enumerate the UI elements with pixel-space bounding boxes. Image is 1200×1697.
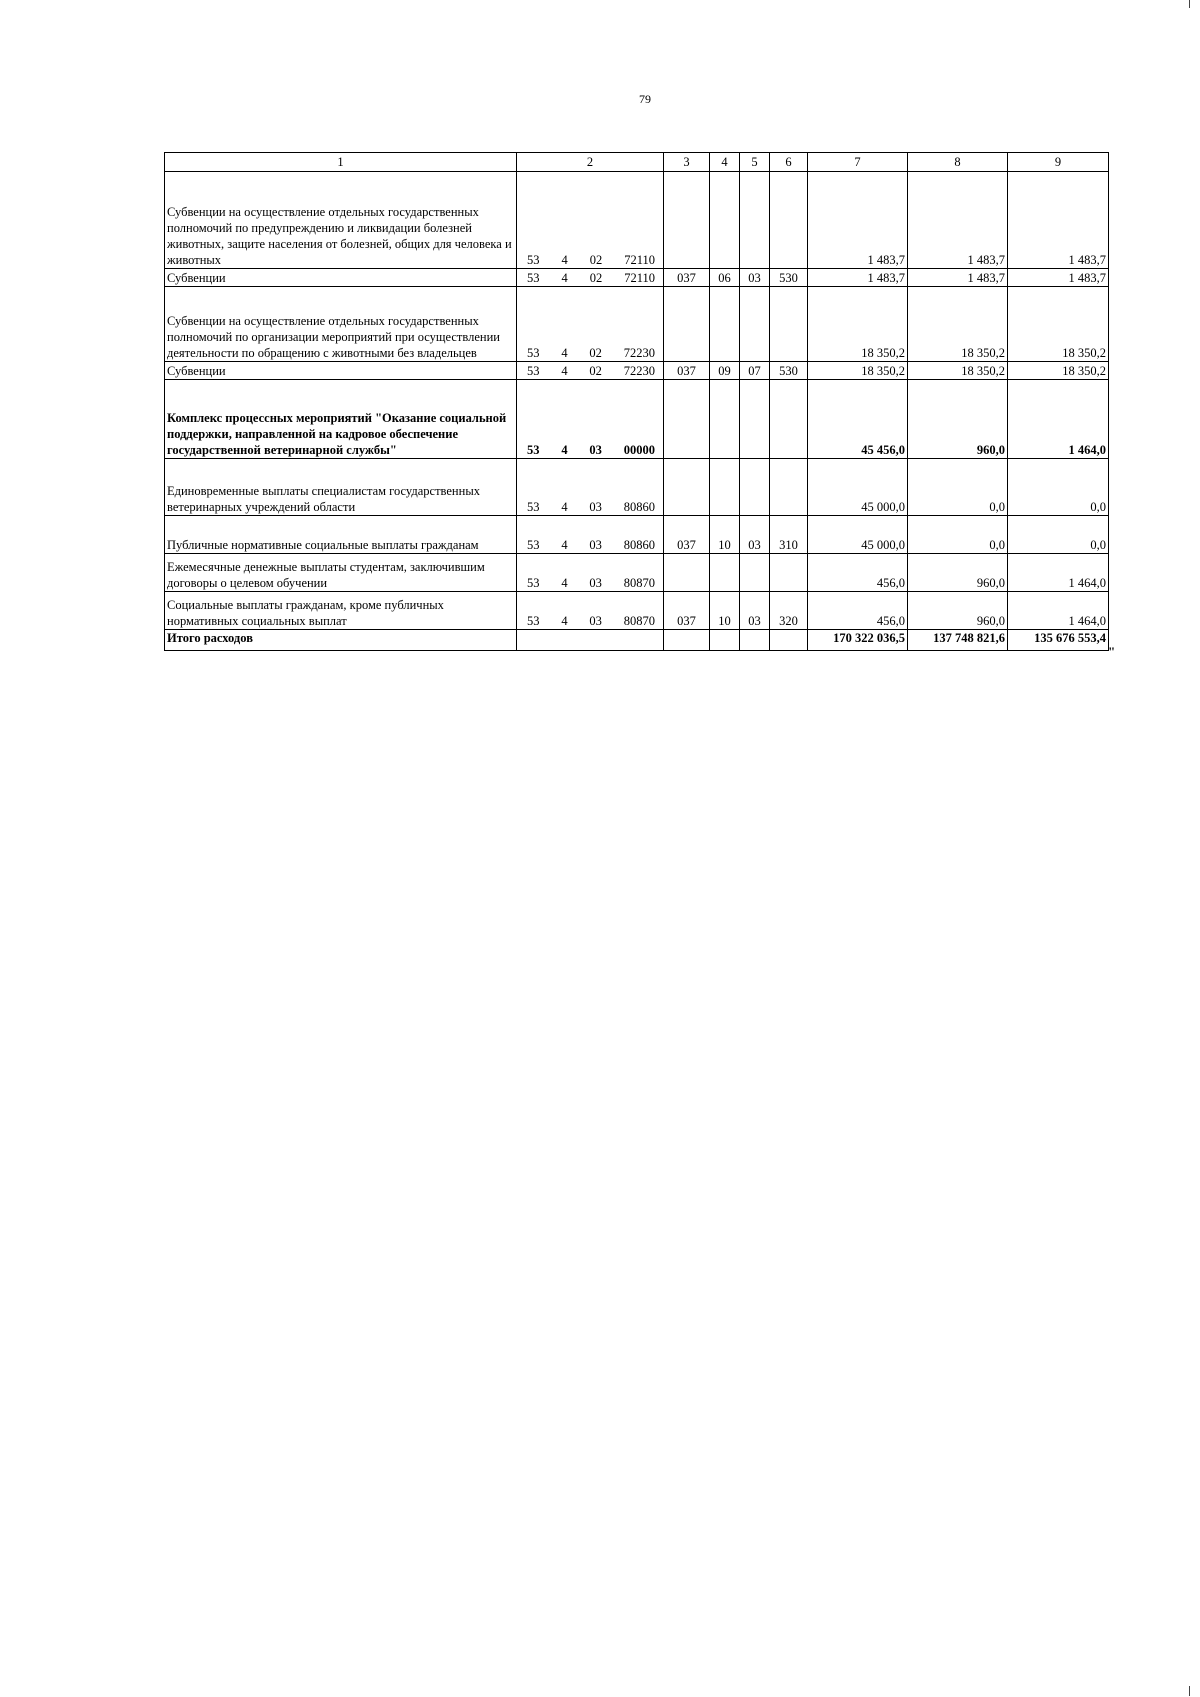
- code-part: 80870: [623, 614, 655, 628]
- table-row: [165, 287, 1109, 362]
- program-code: [517, 380, 664, 459]
- code-part: 80870: [623, 576, 655, 590]
- column-header: 6: [770, 153, 808, 172]
- section-code: [710, 287, 740, 362]
- column-header: 3: [664, 153, 710, 172]
- program-code: [517, 554, 664, 592]
- program-code: [517, 287, 664, 362]
- total-row: [165, 630, 1109, 651]
- code-part: 53: [527, 538, 540, 552]
- column-header: 4: [710, 153, 740, 172]
- ministry-code: [664, 287, 710, 362]
- amount-col-9: 1 483,7: [1008, 172, 1109, 269]
- code-part: 02: [589, 271, 603, 285]
- row-name: Субвенции на осуществление отдельных государственных полномочий по организации мероприятий при осуществлении деятельности по обращению с животными без владельцев: [165, 287, 517, 362]
- amount-col-7: 18 350,2: [808, 362, 908, 380]
- subsection-code: 03: [740, 592, 770, 630]
- table-row: [165, 459, 1109, 516]
- empty-cell: [710, 630, 740, 651]
- code-part: 80860: [623, 500, 655, 514]
- table-row: [165, 172, 1109, 269]
- amount-col-9: 0,0: [1008, 459, 1109, 516]
- row-name: Социальные выплаты гражданам, кроме публичных нормативных социальных выплат: [165, 592, 517, 630]
- amount-col-7: 45 456,0: [808, 380, 908, 459]
- program-code: [517, 362, 664, 380]
- code-part: 72110: [624, 253, 655, 267]
- code-part: 4: [561, 538, 568, 552]
- amount-col-9: 1 464,0: [1008, 592, 1109, 630]
- amount-col-8: 960,0: [908, 592, 1008, 630]
- table-row: [165, 592, 1109, 630]
- program-code: [517, 459, 664, 516]
- code-part: 53: [527, 253, 540, 267]
- ministry-code: [664, 380, 710, 459]
- code-part: 4: [561, 253, 568, 267]
- empty-cell: [664, 630, 710, 651]
- code-part: 53: [527, 443, 540, 457]
- code-part: 53: [527, 364, 540, 378]
- amount-col-9: 18 350,2: [1008, 287, 1109, 362]
- code-part: 4: [561, 614, 568, 628]
- row-name: Комплекс процессных мероприятий "Оказание социальной поддержки, направленной на кадровое обеспечение государственной ветеринарной службы": [165, 380, 517, 459]
- column-header: 9: [1008, 153, 1109, 172]
- expense-type-code: [770, 172, 808, 269]
- amount-col-9: 1 483,7: [1008, 269, 1109, 287]
- amount-col-7: 45 000,0: [808, 459, 908, 516]
- table-row: [165, 380, 1109, 459]
- code-part: 02: [589, 346, 602, 360]
- subsection-code: [740, 172, 770, 269]
- total-col-7: 170 322 036,5: [808, 630, 908, 651]
- code-part: 00000: [623, 443, 655, 457]
- amount-col-7: 45 000,0: [808, 516, 908, 554]
- subsection-code: 03: [740, 269, 770, 287]
- amount-col-7: 1 483,7: [808, 172, 908, 269]
- code-part: 80860: [623, 538, 655, 552]
- table-row: [165, 269, 1109, 287]
- expenditure-table: [164, 152, 1109, 651]
- code-part: 03: [589, 576, 602, 590]
- row-name: Единовременные выплаты специалистам государственных ветеринарных учреждений области: [165, 459, 517, 516]
- empty-cell: [740, 630, 770, 651]
- amount-col-8: 960,0: [908, 380, 1008, 459]
- row-name: Субвенции: [165, 362, 517, 380]
- ministry-code: [664, 459, 710, 516]
- column-number-row: [165, 153, 1109, 172]
- expense-type-code: [770, 554, 808, 592]
- expense-type-code: 310: [770, 516, 808, 554]
- expense-type-code: 530: [770, 269, 808, 287]
- amount-col-8: 1 483,7: [908, 172, 1008, 269]
- amount-col-8: 18 350,2: [908, 362, 1008, 380]
- code-part: 53: [527, 346, 540, 360]
- ministry-code: 037: [664, 362, 710, 380]
- expense-type-code: 320: [770, 592, 808, 630]
- code-part: 53: [527, 500, 540, 514]
- section-code: [710, 554, 740, 592]
- total-col-8: 137 748 821,6: [908, 630, 1008, 651]
- program-code: [517, 516, 664, 554]
- closing-quote: ": [1108, 644, 1116, 659]
- amount-col-9: 18 350,2: [1008, 362, 1109, 380]
- expense-type-code: [770, 287, 808, 362]
- amount-col-7: 18 350,2: [808, 287, 908, 362]
- section-code: [710, 459, 740, 516]
- total-col-9: 135 676 553,4: [1008, 630, 1109, 651]
- ministry-code: [664, 554, 710, 592]
- section-code: [710, 172, 740, 269]
- subsection-code: 03: [740, 516, 770, 554]
- amount-col-7: 456,0: [808, 554, 908, 592]
- section-code: 09: [710, 362, 740, 380]
- column-header: 2: [517, 153, 664, 172]
- expense-type-code: [770, 459, 808, 516]
- subsection-code: 07: [740, 362, 770, 380]
- total-label: Итого расходов: [165, 630, 517, 651]
- row-name: Субвенции на осуществление отдельных государственных полномочий по предупреждению и ликвидации болезней животных, защите населения от болезней, общих для человека и животных: [165, 172, 517, 269]
- section-code: 10: [710, 592, 740, 630]
- amount-col-9: 1 464,0: [1008, 554, 1109, 592]
- empty-cell: [517, 630, 664, 651]
- code-part: 4: [561, 443, 568, 457]
- subsection-code: [740, 459, 770, 516]
- code-part: 03: [589, 614, 602, 628]
- amount-col-9: 0,0: [1008, 516, 1109, 554]
- section-code: [710, 380, 740, 459]
- program-code: [517, 269, 664, 287]
- amount-col-8: 960,0: [908, 554, 1008, 592]
- column-header: 5: [740, 153, 770, 172]
- column-header: 7: [808, 153, 908, 172]
- section-code: 06: [710, 269, 740, 287]
- ministry-code: 037: [664, 269, 710, 287]
- amount-col-7: 1 483,7: [808, 269, 908, 287]
- code-part: 4: [561, 364, 568, 378]
- ministry-code: 037: [664, 516, 710, 554]
- code-part: 02: [589, 364, 602, 378]
- row-name: Субвенции: [165, 269, 517, 287]
- table-row: [165, 516, 1109, 554]
- amount-col-8: 1 483,7: [908, 269, 1008, 287]
- row-name: Ежемесячные денежные выплаты студентам, заключившим договоры о целевом обучении: [165, 554, 517, 592]
- code-part: 53: [527, 576, 540, 590]
- subsection-code: [740, 380, 770, 459]
- amount-col-8: 0,0: [908, 516, 1008, 554]
- table-row: [165, 554, 1109, 592]
- code-part: 03: [589, 538, 602, 552]
- section-code: 10: [710, 516, 740, 554]
- code-part: 53: [527, 614, 540, 628]
- code-part: 03: [589, 500, 602, 514]
- program-code: [517, 172, 664, 269]
- column-header: 1: [165, 153, 517, 172]
- table-row: [165, 362, 1109, 380]
- ministry-code: 037: [664, 592, 710, 630]
- expense-type-code: [770, 380, 808, 459]
- expense-type-code: 530: [770, 362, 808, 380]
- code-part: 4: [561, 346, 568, 360]
- amount-col-8: 18 350,2: [908, 287, 1008, 362]
- scan-edge-mark: [1189, 1686, 1190, 1696]
- code-part: 53: [527, 271, 540, 285]
- amount-col-7: 456,0: [808, 592, 908, 630]
- code-part: 72110: [624, 271, 655, 285]
- code-part: 02: [589, 253, 603, 267]
- amount-col-9: 1 464,0: [1008, 380, 1109, 459]
- code-part: 03: [589, 443, 602, 457]
- code-part: 4: [561, 271, 568, 285]
- page-number: 79: [639, 92, 651, 106]
- code-part: 4: [561, 576, 568, 590]
- subsection-code: [740, 287, 770, 362]
- column-header: 8: [908, 153, 1008, 172]
- amount-col-8: 0,0: [908, 459, 1008, 516]
- scan-edge-mark: [1189, 0, 1190, 8]
- ministry-code: [664, 172, 710, 269]
- empty-cell: [770, 630, 808, 651]
- code-part: 72230: [623, 346, 655, 360]
- subsection-code: [740, 554, 770, 592]
- row-name: Публичные нормативные социальные выплаты гражданам: [165, 516, 517, 554]
- code-part: 72230: [623, 364, 655, 378]
- program-code: [517, 592, 664, 630]
- code-part: 4: [561, 500, 568, 514]
